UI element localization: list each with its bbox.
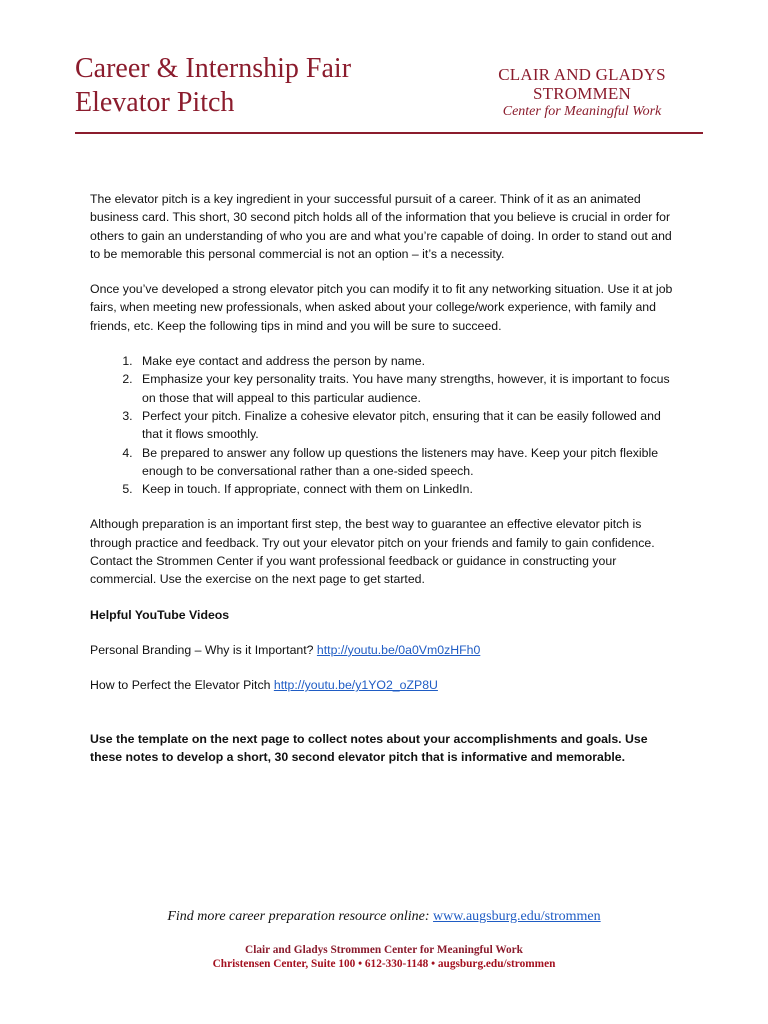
logo-line-1: CLAIR AND GLADYS xyxy=(498,65,666,84)
video-1-link[interactable]: http://youtu.be/0a0Vm0zHFh0 xyxy=(316,642,481,657)
strommen-center-logo xyxy=(482,65,682,120)
page-title xyxy=(75,52,351,120)
title-line-1: Career & Internship Fair xyxy=(75,53,352,84)
video-1-line xyxy=(90,641,682,659)
tip-item: 3. Perfect your pitch. Finalize a cohesive elevator pitch, ensuring that it can be easily followed and that it flows smoothly. xyxy=(136,407,682,444)
intro-paragraph: The elevator pitch is a key ingredient in your successful pursuit of a career. Think of it as an animated business card. This short, 30 second pitch holds all of the information that you believe is crucial in order for others to gain an understanding of who you are and what you’re capable of doing. In order to stand out and to be memorable this personal commercial is not an option – it’s a necessity. xyxy=(90,192,672,261)
tips-list xyxy=(90,352,682,498)
tip-item: 4. Be prepared to answer any follow up questions the listeners may have. Keep your pitch flexible enough to be conversational rather than a one-sided speech. xyxy=(136,444,682,481)
tip-item: 1. Make eye contact and address the person by name. xyxy=(136,352,682,370)
video-2-link[interactable]: http://youtu.be/y1YO2_oZP8U xyxy=(273,678,438,693)
video-2-label: How to Perfect the Elevator Pitch xyxy=(90,678,274,693)
footer-contact: Christensen Center, Suite 100 • 612-330-1148 • augsburg.edu/strommen xyxy=(212,958,556,970)
footer-website-link[interactable]: www.augsburg.edu/strommen xyxy=(433,909,601,924)
usage-paragraph: Once you’ve developed a strong elevator pitch you can modify it to fit any networking situation. Use it at job fairs, when meeting new professionals, when asked about your college/work experience, with family and friends, etc. Keep the following tips in mind and you will be sure to succeed. xyxy=(90,282,673,333)
logo-line-2: STROMMEN xyxy=(533,84,631,103)
closing-paragraph: Use the template on the next page to collect notes about your accomplishments and goals. Use these notes to develop a short, 30 second elevator pitch that is informative and memorable. xyxy=(90,731,648,764)
videos-heading: Helpful YouTube Videos xyxy=(90,607,230,622)
header-divider xyxy=(75,132,703,134)
title-line-2: Elevator Pitch xyxy=(75,87,235,118)
document-body xyxy=(90,190,682,766)
footer-organization xyxy=(0,943,768,971)
footer-cta-text: Find more career preparation resource online: xyxy=(167,909,434,924)
practice-paragraph: Although preparation is an important first step, the best way to guarantee an effective elevator pitch is through practice and feedback. Try out your elevator pitch on your friends and family to gain confidence. Contact the Strommen Center if you want professional feedback or guidance in constructing your commercial. Use the exercise on the next page to get started. xyxy=(90,517,655,587)
footer-org-name: Clair and Gladys Strommen Center for Meaningful Work xyxy=(245,944,523,956)
footer-resource-line xyxy=(0,909,768,925)
tip-item: 5. Keep in touch. If appropriate, connect with them on LinkedIn. xyxy=(136,480,682,498)
logo-line-3: Center for Meaningful Work xyxy=(502,104,662,119)
video-2-line xyxy=(90,676,682,694)
tip-item: 2. Emphasize your key personality traits. You have many strengths, however, it is important to focus on those that will appeal to this particular audience. xyxy=(136,370,682,407)
video-1-label: Personal Branding – Why is it Important? xyxy=(90,642,317,657)
